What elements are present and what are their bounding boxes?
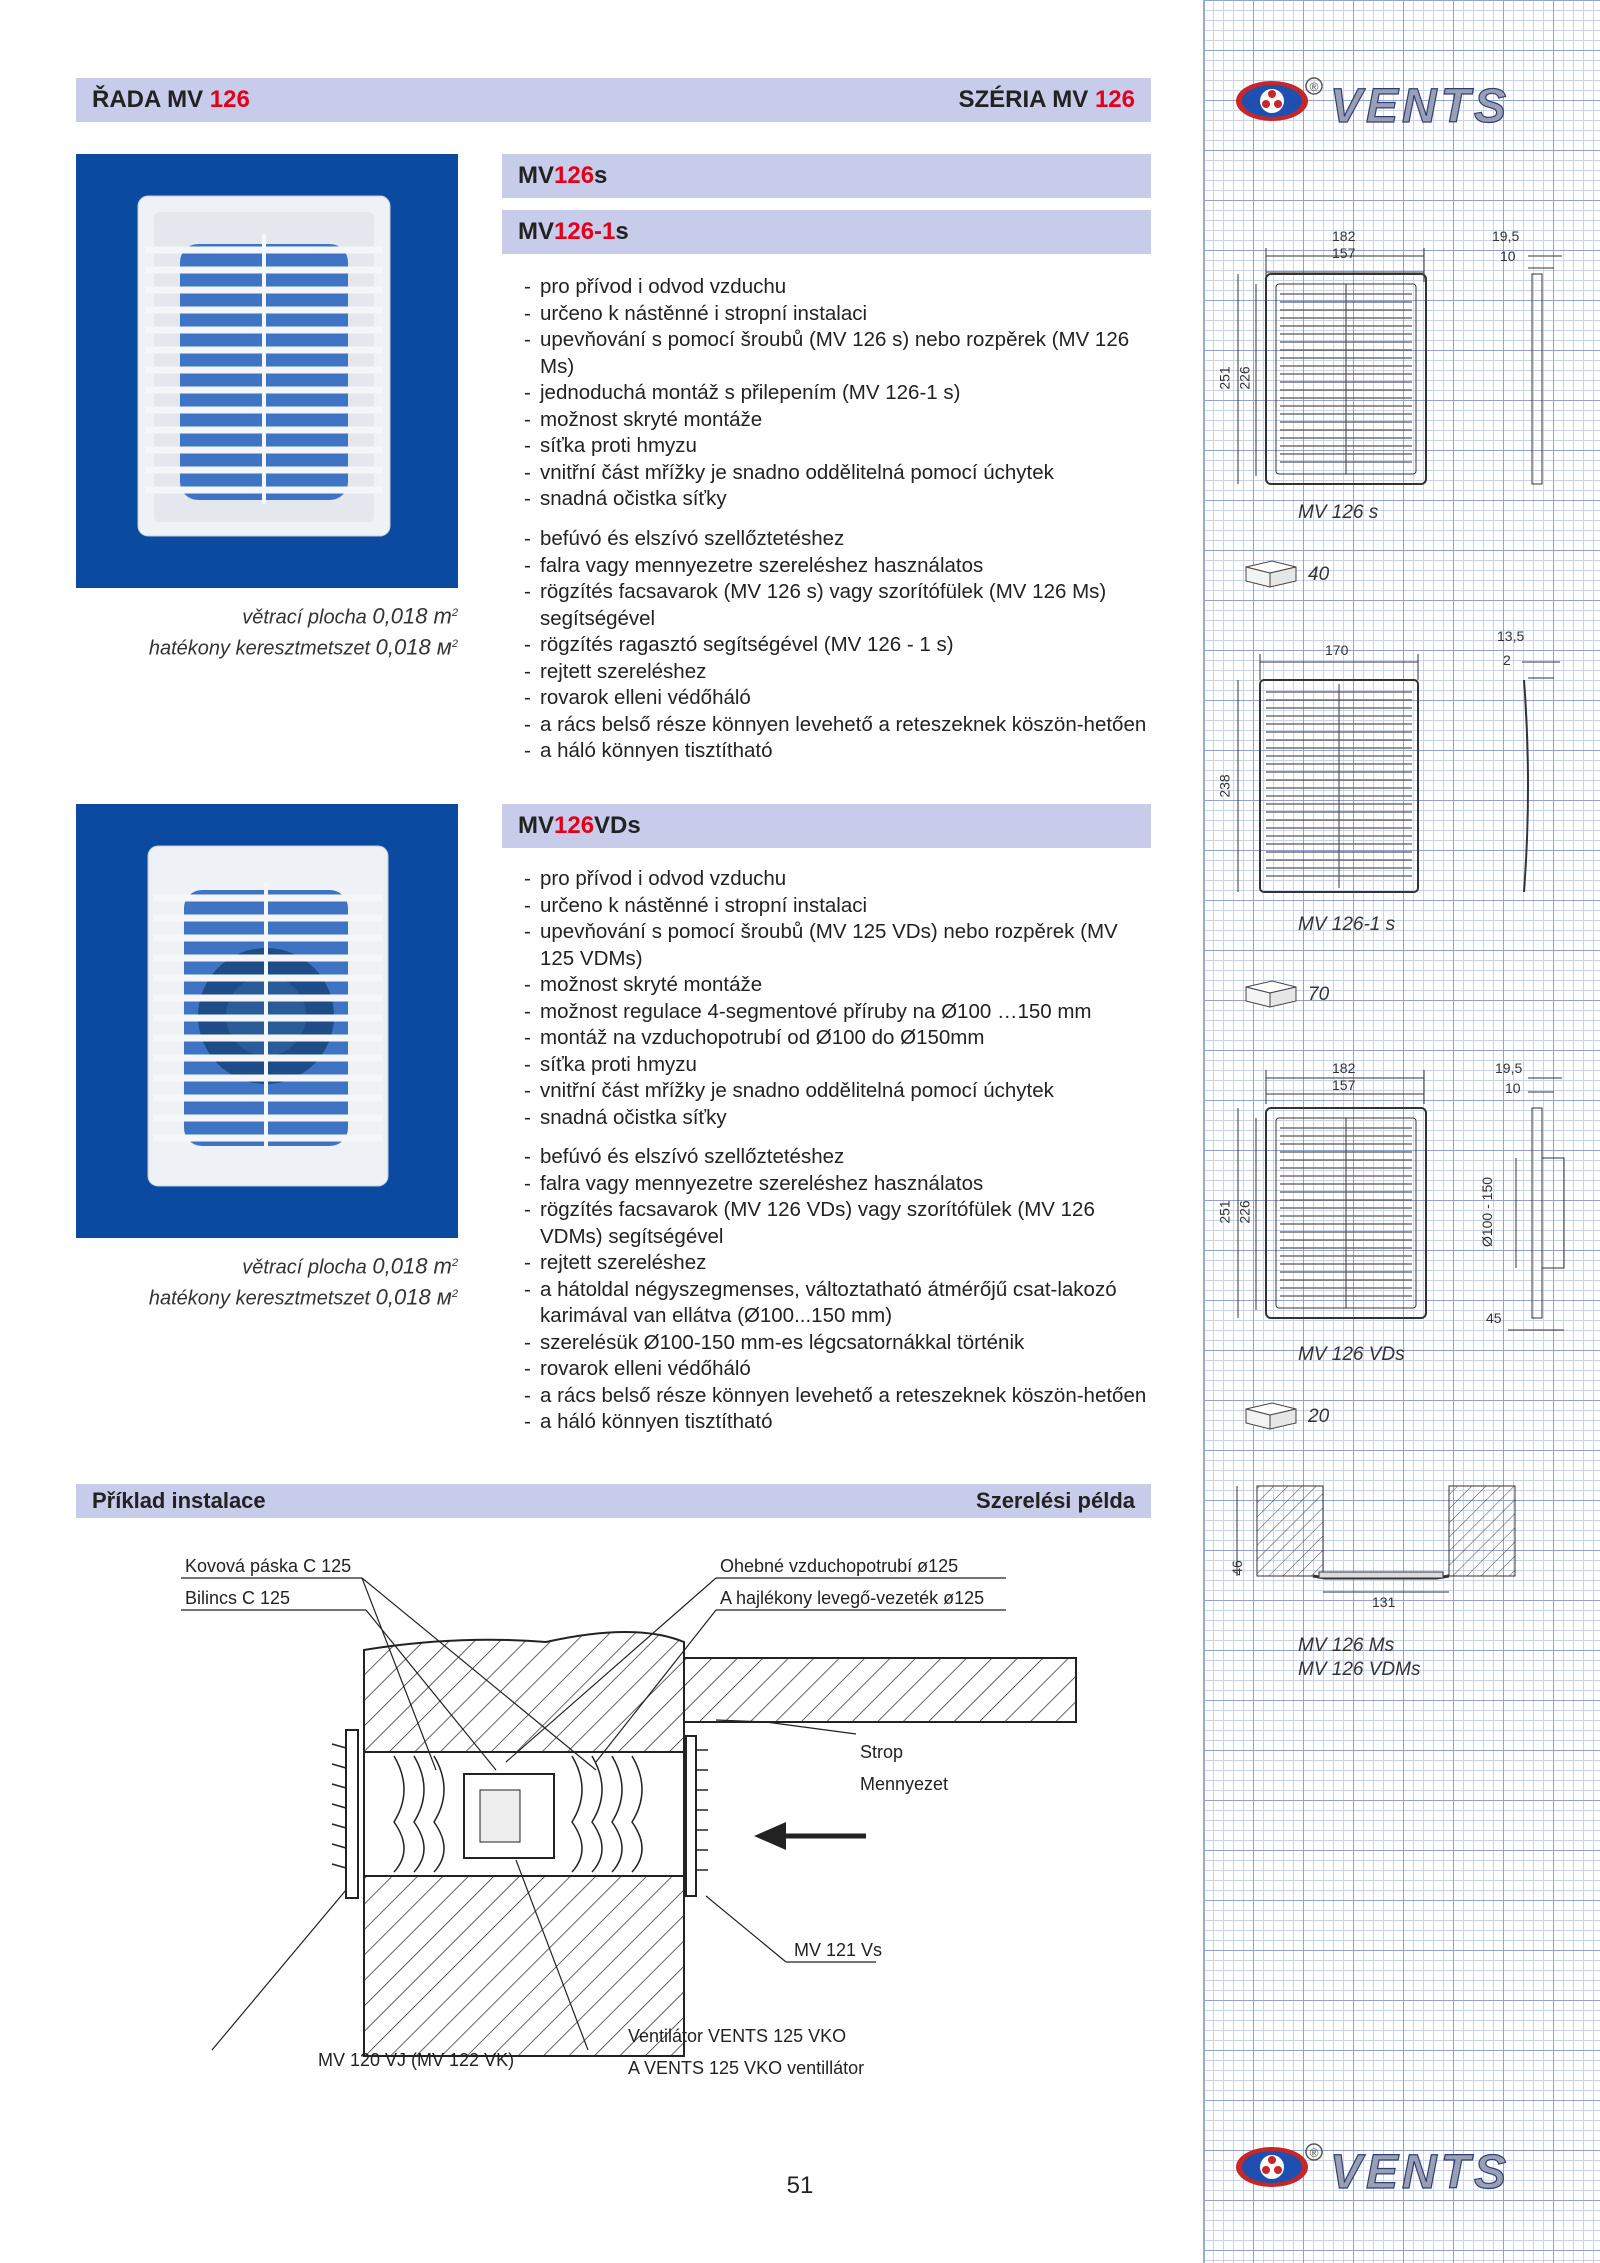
- product-photo-mv126s: [76, 154, 458, 588]
- installation-header-bar: Příklad instalace Szerelési példa: [76, 1484, 1151, 1518]
- drawing-mv126s: [1210, 226, 1590, 526]
- svg-text:®: ®: [1309, 2146, 1319, 2160]
- product-title-mv126-1s: MV 126-1 s: [502, 210, 1151, 254]
- dim-d4-h: 46: [1228, 1560, 1245, 1576]
- dim-d3-w-inner: 157: [1332, 1077, 1356, 1093]
- product-title-mv126vds: MV 126 VDs: [502, 804, 1151, 848]
- package-qty-mv126s: 40: [1242, 555, 1329, 595]
- label-duct-cz: Ohebné vzduchopotrubí ø125: [720, 1556, 959, 1576]
- series-title-cz: ŘADA MV 126: [92, 86, 250, 113]
- feature-list-hu-2: - befúvó és elszívó szellőztetéshez - falra vagy mennyezetre szereléshez használatos - rögzítés facsavarok (MV 126 VDs) vagy szorítófülek (MV 126 VDMs) segítségével - rejtett szereléshez - a hátoldal négyszegmenses, változtatható átmérőjű csat-lakozó karimával van ellátva (Ø100...150 mm) - szerelésük Ø100-150 mm-es légcsatornákkal történik - rovarok elleni védőháló - a rács belső része könnyen levehető a reteszeknek köszön-hetően - a háló könnyen tisztítható: [524, 1144, 1154, 1436]
- dim-d3-h-outer: 251: [1216, 1200, 1233, 1224]
- dim-d3-depth-outer: 19,5: [1495, 1060, 1523, 1076]
- dim-d2-depth-outer: 13,5: [1497, 628, 1525, 644]
- label-clamp-cz: Kovová páska C 125: [185, 1556, 352, 1576]
- dim-d3-h-inner: 226: [1236, 1200, 1253, 1224]
- drawing-mv126vds: [1210, 1058, 1590, 1348]
- brand-logo-top: [1232, 72, 1562, 128]
- feature-list-cz-1: - pro přívod i odvod vzduchu - určeno k nástěnné i stropní instalaci - upevňování s pomocí šroubů (MV 126 s) nebo rozpěrek (MV 126 Ms) - jednoduchá montáž s přilepením (MV 126-1 s) - možnost skryté montáže - síťka proti hmyzu - vnitřní část mřížky je snadno oddělitelná pomocí úchytek - snadná očistka síťky: [524, 274, 1154, 513]
- box-icon: [1242, 975, 1300, 1015]
- box-icon: [1242, 555, 1300, 595]
- label-fan-hu: A VENTS 125 VKO ventillátor: [628, 2058, 865, 2078]
- drawing-mv126-1s: [1210, 640, 1590, 910]
- dim-d1-w-outer: 182: [1332, 228, 1356, 244]
- label-fan-cz: Ventilátor VENTS 125 VKO: [628, 2026, 847, 2046]
- drawing-label-mv126ms: MV 126 Ms MV 126 VDMs: [1298, 1635, 1421, 1680]
- feature-list-cz-2: - pro přívod i odvod vzduchu - určeno k nástěnné i stropní instalaci - upevňování s pomocí šroubů (MV 125 VDs) nebo rozpěrek (MV 125 VDMs) - možnost skryté montáže - možnost regulace 4-segmentové příruby na Ø100 …150 mm - montáž na vzduchopotrubí od Ø100 do Ø150mm - síťka proti hmyzu - vnitřní část mřížky je snadno oddělitelná pomocí úchytek - snadná očistka síťky: [524, 866, 1154, 1131]
- product-photo-mv126vds: [76, 804, 458, 1238]
- package-qty-mv126vds: 20: [1242, 1397, 1329, 1437]
- installation-diagram: [76, 1530, 1151, 2100]
- svg-text:®: ®: [1309, 80, 1319, 94]
- series-header-bar: [76, 78, 1151, 122]
- dim-d2-depth-inner: 2: [1503, 652, 1511, 668]
- dim-d3-flange-depth: 45: [1486, 1310, 1502, 1326]
- dim-d3-flange: Ø100 - 150: [1479, 1176, 1496, 1248]
- dim-d1-h-outer: 251: [1216, 366, 1233, 390]
- dim-d1-depth-outer: 19,5: [1492, 228, 1520, 244]
- dim-d1-h-inner: 226: [1236, 366, 1253, 390]
- dim-d1-w-inner: 157: [1332, 245, 1356, 261]
- label-grille: MV 121 Vs: [794, 1940, 883, 1960]
- dim-d2-h-outer: 238: [1216, 774, 1233, 798]
- label-ceiling-hu: Mennyezet: [860, 1774, 949, 1794]
- brand-logo-bottom: [1232, 2138, 1562, 2194]
- dim-d3-w-outer: 182: [1332, 1060, 1356, 1076]
- label-wall-grille: MV 120 VJ (MV 122 VK): [318, 2050, 515, 2070]
- feature-list-hu-1: - befúvó és elszívó szellőztetéshez - falra vagy mennyezetre szereléshez használatos - rögzítés facsavarok (MV 126 s) vagy szorítófülek (MV 126 Ms) segítségével - rögzítés ragasztó segítségével (MV 126 - 1 s) - rejtett szereléshez - rovarok elleni védőháló - a rács belső része könnyen levehető a reteszeknek köszön-hetően - a háló könnyen tisztítható: [524, 526, 1154, 765]
- label-duct-hu: A hajlékony levegő-vezeték ø125: [720, 1588, 985, 1608]
- svg-text:VENTS: VENTS: [1330, 80, 1511, 128]
- package-qty-mv126-1s: 70: [1242, 975, 1329, 1015]
- svg-text:VENTS: VENTS: [1330, 2146, 1511, 2194]
- label-ceiling-cz: Strop: [860, 1742, 904, 1762]
- product1-caption: větrací plocha 0,018 $m^2$ hatékony keresztmetszet 0,018 $м^2$: [148, 603, 458, 660]
- drawing-label-mv126-1s: MV 126-1 s: [1298, 914, 1396, 935]
- dim-d4-w: 131: [1372, 1594, 1396, 1610]
- box-icon: [1242, 1397, 1300, 1437]
- product2-caption: větrací plocha 0,018 $m^2$ hatékony keresztmetszet 0,018 $м^2$: [148, 1253, 458, 1310]
- product-title-mv126s: MV 126 s: [502, 154, 1151, 198]
- label-clamp-hu: Bilincs C 125: [185, 1588, 291, 1608]
- page-number: 51: [786, 2172, 814, 2199]
- drawing-label-mv126vds: MV 126 VDs: [1298, 1344, 1405, 1365]
- dim-d2-w-outer: 170: [1325, 642, 1349, 658]
- dim-d1-depth-inner: 10: [1500, 248, 1516, 264]
- series-title-hu: SZÉRIA MV 126: [958, 86, 1135, 113]
- dim-d3-depth-inner: 10: [1505, 1080, 1521, 1096]
- drawing-label-mv126s: MV 126 s: [1298, 502, 1379, 523]
